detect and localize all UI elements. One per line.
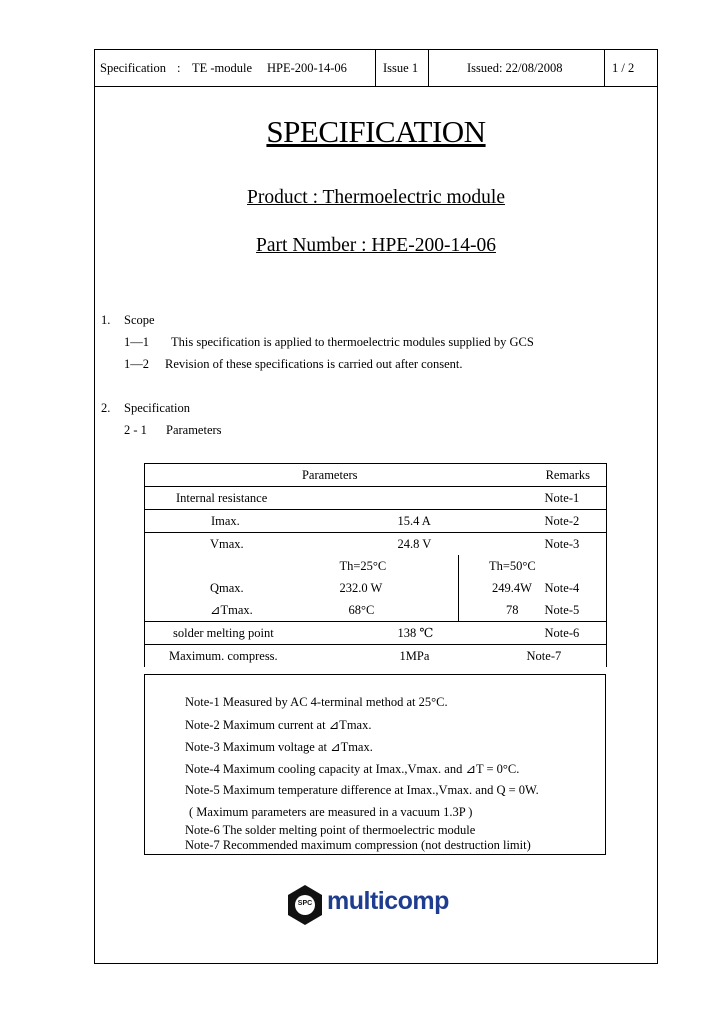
scope-item-number: 1—1	[124, 335, 149, 349]
scope-item-text: Revision of these specifications is carried out after consent.	[165, 357, 463, 371]
row-value-50: 249.4W	[492, 581, 532, 595]
scope-heading: Scope	[124, 313, 155, 327]
th50-label: Th=50°C	[489, 559, 536, 573]
part-number-title: Part Number : HPE-200-14-06	[256, 235, 496, 256]
row-value: 24.8 V	[397, 537, 432, 551]
header-divider	[604, 50, 605, 86]
row-value: 138 ℃	[335, 622, 545, 645]
table-row	[145, 487, 607, 510]
row-label: Qmax.	[145, 577, 335, 599]
note-line: Note-2 Maximum current at ⊿Tmax.	[185, 718, 372, 732]
parameters-table	[144, 463, 607, 667]
table-header-remarks: Remarks	[545, 464, 607, 487]
row-value-25: 232.0 W	[335, 577, 459, 599]
header-divider	[375, 50, 376, 86]
table-header-params	[145, 464, 545, 487]
scope-item-text: This specification is applied to thermoelectric modules supplied by GCS	[171, 335, 534, 349]
row-note: Note-1	[545, 487, 607, 510]
header-spec-label: Specification	[100, 61, 166, 75]
header-part: HPE-200-14-06	[267, 61, 347, 75]
document-frame	[94, 49, 658, 964]
spec-heading: Specification	[124, 401, 190, 415]
multicomp-logo	[285, 883, 475, 927]
row-label: Imax.	[145, 510, 335, 533]
table-row	[145, 622, 607, 645]
header-issue: Issue 1	[383, 61, 419, 75]
note-line: Note-7 Recommended maximum compression (not destruction limit)	[185, 838, 531, 852]
page-header	[95, 50, 657, 87]
product-title: Product : Thermoelectric module	[247, 187, 505, 208]
header-issued: Issued: 22/08/2008	[467, 61, 563, 75]
row-note: Note-2	[545, 510, 607, 533]
row-note: Note-3	[545, 533, 607, 556]
row-value-25: 68°C	[335, 599, 459, 622]
note-line: Note-6 The solder melting point of thermoelectric module	[185, 823, 476, 837]
row-note: Note-5	[545, 599, 607, 622]
main-title: SPECIFICATION	[266, 114, 486, 149]
spec-number: 2.	[101, 401, 111, 415]
header-colon: :	[177, 61, 181, 75]
row-value-50: 78	[459, 599, 545, 622]
note-line: Note-5 Maximum temperature difference at Imax.,Vmax. and Q = 0W.	[185, 783, 539, 797]
notes-box	[144, 674, 606, 855]
table-row	[145, 533, 607, 556]
header-page: 1 / 2	[612, 61, 635, 75]
row-label: solder melting point	[145, 622, 335, 645]
row-note: Note-7	[527, 645, 589, 668]
note-line: Note-3 Maximum voltage at ⊿Tmax.	[185, 740, 373, 754]
scope-number: 1.	[101, 313, 111, 327]
row-label: Internal resistance	[145, 487, 545, 510]
table-row	[145, 645, 607, 668]
header-params-label: Parameters	[301, 468, 358, 482]
scope-item-number: 1—2	[124, 357, 149, 371]
multicomp-wordmark: multicomp	[327, 887, 449, 915]
table-row	[145, 599, 607, 622]
table-row	[145, 577, 607, 599]
row-note: Note-4	[545, 577, 607, 599]
table-row	[145, 555, 607, 577]
row-value: 15.4 A	[335, 510, 545, 533]
row-label: ⊿Tmax.	[145, 599, 335, 622]
row-label: Maximum. compress.	[145, 645, 335, 668]
spec-sub-heading: Parameters	[166, 423, 222, 437]
header-divider	[428, 50, 429, 86]
row-label: Vmax.	[145, 533, 335, 556]
note-line: Note-4 Maximum cooling capacity at Imax.,Vmax. and ⊿T = 0°C.	[185, 762, 520, 776]
spec-sub-number: 2 - 1	[124, 423, 147, 437]
table-row	[145, 510, 607, 533]
table-header-row	[145, 464, 607, 487]
row-value: 1MPa	[399, 649, 430, 663]
spc-badge-text: SPC	[297, 900, 313, 907]
th25-label: Th=25°C	[335, 555, 459, 577]
note-line: ( Maximum parameters are measured in a vacuum 1.3P )	[189, 805, 473, 819]
header-module: TE -module	[192, 61, 253, 75]
row-note: Note-6	[545, 622, 607, 645]
note-line: Note-1 Measured by AC 4-terminal method at 25°C.	[185, 695, 448, 709]
